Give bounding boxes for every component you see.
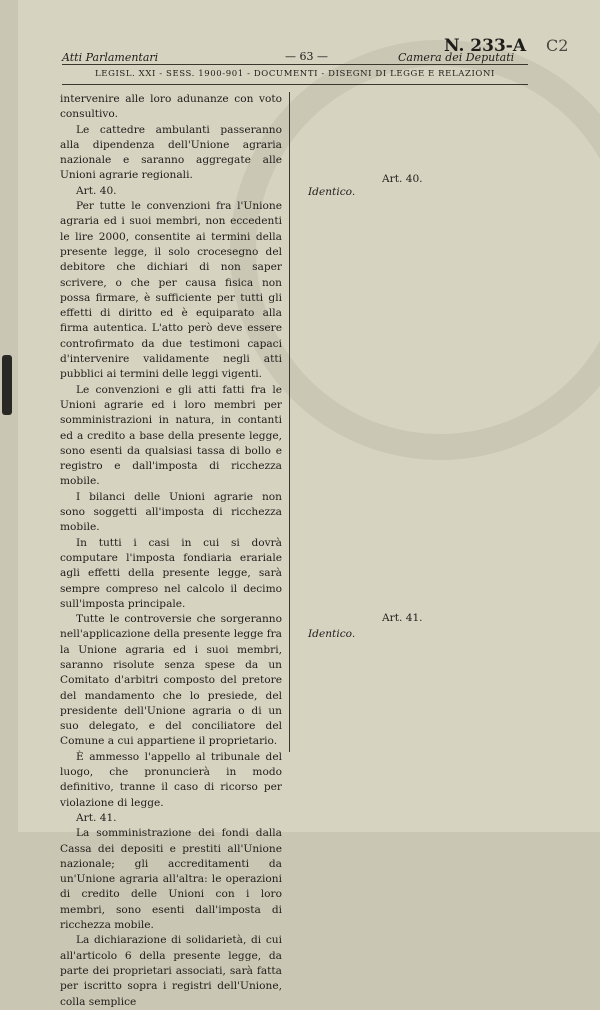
subheader: LEGISL. XXI - SESS. 1900-901 - DOCUMENTI - DISEGNI DI LEGGE E RELAZIONI	[95, 69, 495, 79]
column-divider	[289, 92, 290, 752]
paragraph: La dichiarazione di solidarietà, di cui all'articolo 6 della presente legge, da parte dei proprietari associati, sarà fatta per iscritto sopra i registri dell'Unione, colla semplice	[60, 934, 282, 1008]
left-column	[60, 92, 282, 1010]
paragraph: È ammesso l'appello al tribunale del luogo, che pronuncierà in modo definitivo, tranne il caso di ricorso per violazione di legge.	[60, 750, 282, 809]
document-number: N. 233-A	[444, 36, 527, 56]
paragraph: intervenire alle loro adunanze con voto consultivo.	[60, 93, 282, 121]
right-article-heading-40: Art. 40.	[382, 173, 423, 185]
paragraph: Le convenzioni e gli atti fatti fra le Unioni agrarie ed i loro membri per somministrazioni in natura, in contanti ed a credito a base della presente legge, sono esenti da qualsiasi tassa di bollo e registro e dall'imposta di ricchezza mobile.	[60, 383, 282, 488]
header-rule-bottom	[62, 84, 528, 85]
right-identico-41: Identico.	[308, 628, 356, 640]
paragraph: Tutte le controversie che sorgeranno nell'applicazione della presente legge fra la Unione agraria ed i suoi membri, saranno risolute senza spese da un Comitato d'arbitri composto del pretore del mandamento che lo presiede, del presidente dell'Unione agraria o di un suo delegato, e del conciliatore del Comune a cui appartiene il proprietario.	[60, 613, 282, 748]
right-identico-40: Identico.	[308, 186, 356, 198]
paragraph: Le cattedre ambulanti passeranno alla dipendenza dell'Unione agraria nazionale e saranno aggregate alle Unioni agrarie regionali.	[60, 123, 282, 182]
page-number: — 63 —	[285, 50, 328, 63]
article-heading-41: Art. 41.	[76, 811, 117, 824]
paragraph: Per tutte le convenzioni fra l'Unione agraria ed i suoi membri, non eccedenti le lire 2000, consentite ai termini della presente legge, il solo crocesegno del debitore che dichiari di non saper scrivere, o che per causa fisica non possa firmare, è sufficiente per tutti gli effetti di diritto ed è equiparato alla firma autentica. L'atto però deve essere controfirmato da due testimoni capaci d'intervenire validamente negli atti pubblici ai termini delle leggi vigenti.	[60, 200, 282, 381]
paragraph: In tutti i casi in cui si dovrà computare l'imposta fondiaria erariale agli effetti della presente legge, sarà sempre compreso nel calcolo il decimo sull'imposta principale.	[60, 536, 282, 610]
header-right: Camera dei Deputati	[398, 51, 515, 64]
header-left: Atti Parlamentari	[62, 51, 159, 64]
article-heading-40: Art. 40.	[76, 184, 117, 197]
header-rule-top	[62, 64, 528, 65]
corner-mark: C2	[546, 36, 569, 55]
right-article-heading-41: Art. 41.	[382, 612, 423, 624]
binding-stain	[2, 355, 12, 415]
paragraph: I bilanci delle Unioni agrarie non sono soggetti all'imposta di ricchezza mobile.	[60, 490, 282, 534]
paragraph: La somministrazione dei fondi dalla Cassa dei depositi e prestiti all'Unione nazionale; gli accreditamenti da un'Unione agraria all'altra: le operazioni di credito delle Unioni con i loro membri, sono esenti dall'imposta di ricchezza mobile.	[60, 827, 282, 932]
